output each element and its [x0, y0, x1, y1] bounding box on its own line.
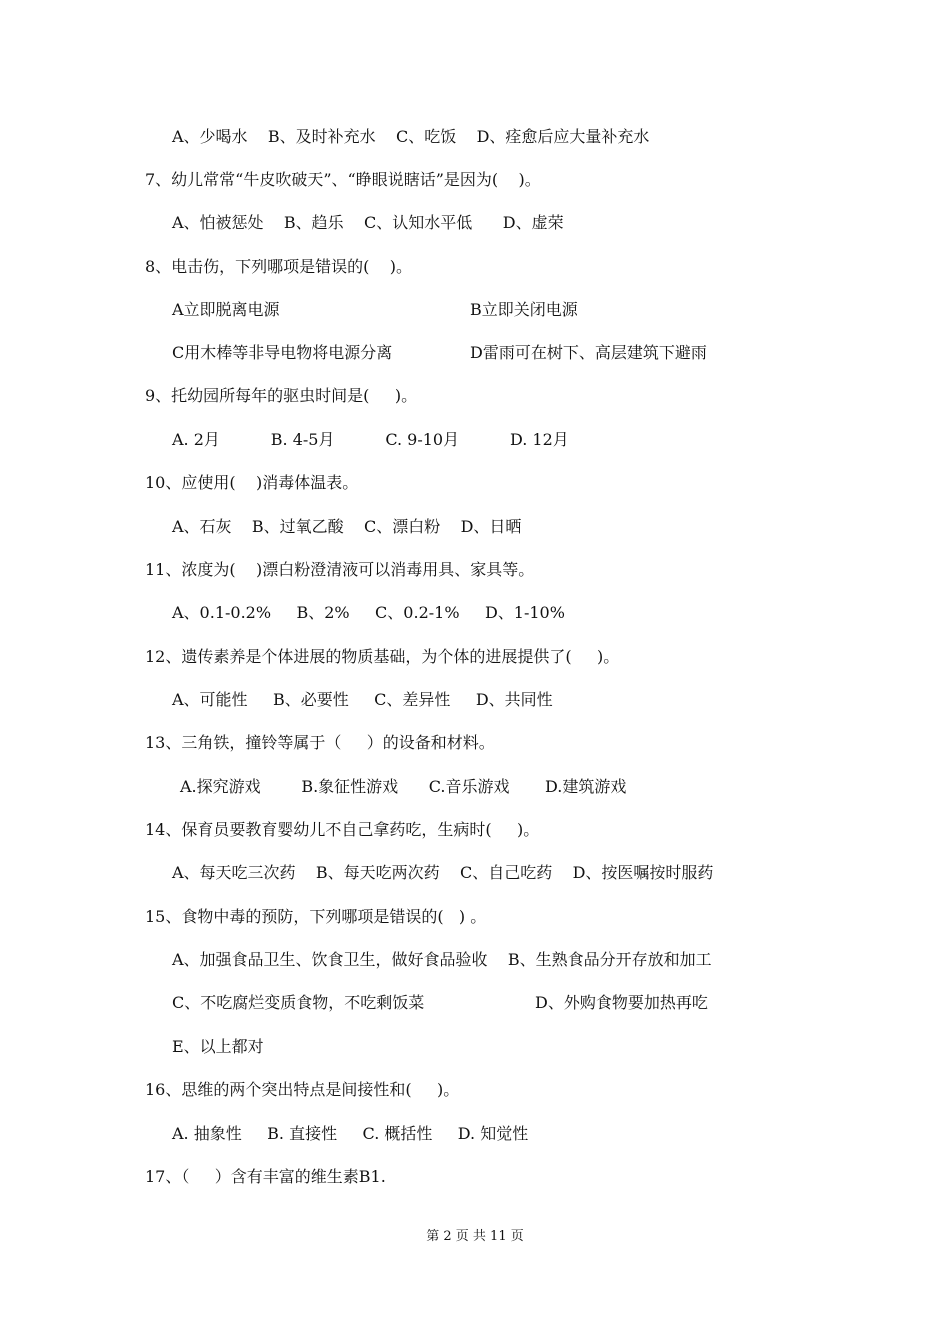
q15-option-c: C、不吃腐烂变质食物，不吃剩饭菜 — [172, 993, 425, 1012]
q7-options: A、怕被惩处 B、趋乐 C、认知水平低 D、虚荣 — [172, 213, 564, 232]
q16-options: A. 抽象性 B. 直接性 C. 概括性 D. 知觉性 — [172, 1124, 529, 1143]
q10-question: 10、应使用( )消毒体温表。 — [145, 473, 359, 492]
q10-options: A、石灰 B、过氧乙酸 C、漂白粉 D、日晒 — [172, 517, 522, 536]
q8-option-d: D雷雨可在树下、高层建筑下避雨 — [470, 343, 707, 362]
q12-options: A、可能性 B、必要性 C、差异性 D、共同性 — [172, 690, 553, 709]
q13-options: A.探究游戏 B.象征性游戏 C.音乐游戏 D.建筑游戏 — [180, 777, 627, 796]
q16-question: 16、思维的两个突出特点是间接性和( )。 — [145, 1080, 460, 1099]
q8-option-a: A立即脱离电源 — [172, 300, 280, 319]
q13-question: 13、三角铁，撞铃等属于（ ）的设备和材料。 — [145, 733, 495, 752]
q9-question: 9、托幼园所每年的驱虫时间是( )。 — [145, 386, 418, 405]
q9-options: A. 2月 B. 4-5月 C. 9-10月 D. 12月 — [172, 430, 569, 449]
q8-option-b: B立即关闭电源 — [470, 300, 578, 319]
page-footer: 第 2 页 共 11 页 — [426, 1229, 524, 1244]
q11-question: 11、浓度为( )漂白粉澄清液可以消毒用具、家具等。 — [145, 560, 535, 579]
q14-options: A、每天吃三次药 B、每天吃两次药 C、自己吃药 D、按医嘱按时服药 — [172, 863, 714, 882]
q14-question: 14、保育员要教育婴幼儿不自己拿药吃，生病时( )。 — [145, 820, 540, 839]
q15-option-e: E、以上都对 — [172, 1037, 264, 1056]
q15-options-ab: A、加强食品卫生、饮食卫生，做好食品验收 B、生熟食品分开存放和加工 — [172, 950, 712, 969]
q7-question: 7、幼儿常常“牛皮吹破天”、“睁眼说瞎话”是因为( )。 — [145, 170, 541, 189]
q15-question: 15、食物中毒的预防，下列哪项是错误的( ) 。 — [145, 907, 487, 926]
q17-question: 17、（ ）含有丰富的维生素B1. — [145, 1167, 386, 1186]
q15-option-d: D、外购食物要加热再吃 — [535, 993, 708, 1012]
q8-option-c: C用木棒等非导电物将电源分离 — [172, 343, 393, 362]
q12-question: 12、遗传素养是个体进展的物质基础，为个体的进展提供了( )。 — [145, 647, 620, 666]
q11-options: A、0.1-0.2% B、2% C、0.2-1% D、1-10% — [172, 603, 565, 622]
q8-question: 8、电击伤，下列哪项是错误的( )。 — [145, 257, 413, 276]
q6-options: A、少喝水 B、及时补充水 C、吃饭 D、痊愈后应大量补充水 — [172, 127, 650, 146]
